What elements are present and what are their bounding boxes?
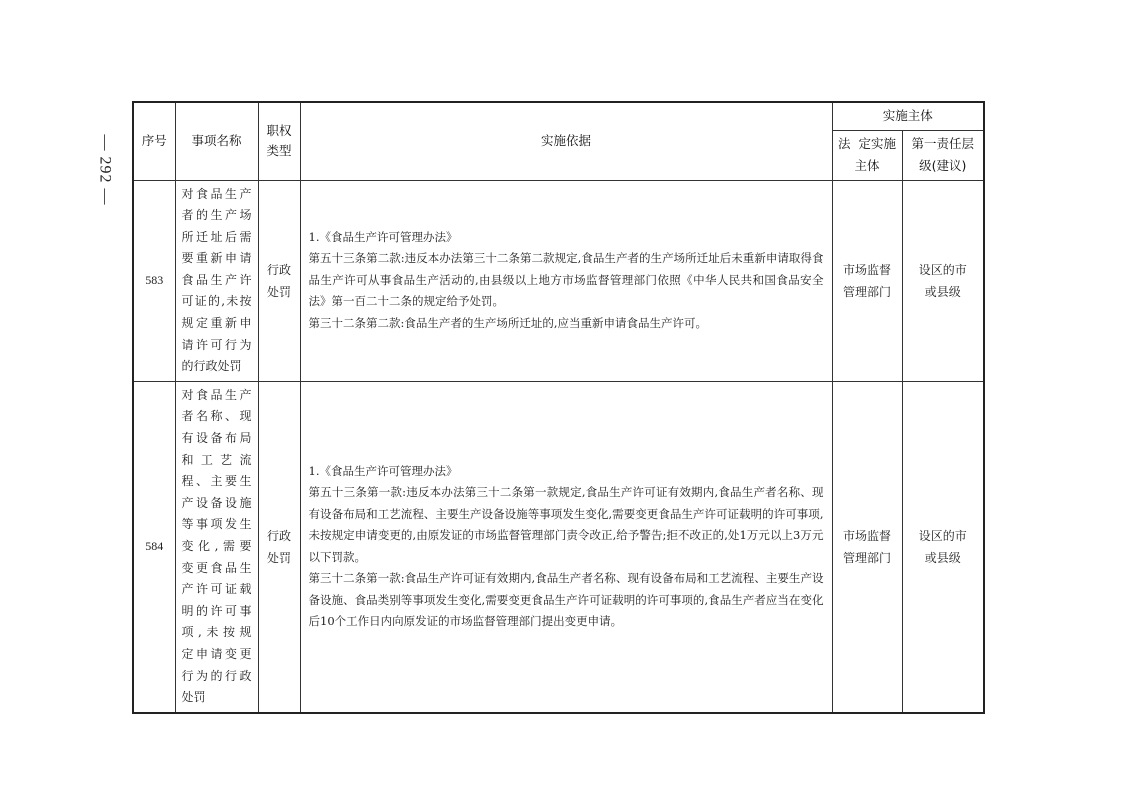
item-name-line: 所迁址后需	[181, 229, 252, 244]
header-basis: 实施依据	[300, 102, 832, 180]
first-level-text: 设区的市或县级	[918, 528, 967, 565]
row-basis	[300, 180, 832, 381]
basis-line: 第五十三条第二款:违反本办法第三十二条第二款规定,食品生产者的生产场所迁址后未重新申请取得食品生产许可从事食品生产活动的,由县级以上地方市场监督管理部门依照《中华人民共和国食品安全法》第一百二十二条的规定给予处罚。	[308, 251, 824, 309]
row-item-name	[175, 180, 258, 381]
row-item-name	[175, 381, 258, 712]
basis-line: 第五十三条第一款:违反本办法第三十二条第一款规定,食品生产许可证有效期内,食品生产者名称、现有设备布局和工艺流程、主要生产设备设施等事项发生变化,需要变更食品生产许可证载明的许可事项,未按规定申请变更的,由原发证的市场监督管理部门责令改正,给予警告;拒不改正的,处1万元以上3万元以下罚款。	[308, 485, 824, 564]
item-name-line: 程、主要生	[181, 474, 252, 489]
row-legal-subject	[832, 180, 902, 381]
item-name-line: 等事项发生	[181, 517, 252, 532]
row-first-level	[902, 381, 984, 712]
item-name-line: 明的许可事	[181, 603, 252, 618]
item-name-line: 产许可证载	[181, 582, 252, 597]
row-first-level	[902, 180, 984, 381]
item-name-line: 变更食品生	[181, 560, 252, 575]
item-name-line: 可证的,未按	[181, 294, 252, 309]
page-number-text: — 292 —	[96, 134, 113, 206]
basis-line: 1.《食品生产许可管理办法》	[308, 463, 458, 478]
item-name-line: 定申请变更	[181, 646, 252, 661]
item-name-line: 对食品生产	[181, 387, 252, 402]
header-power-type-text: 职权类型	[266, 123, 292, 159]
header-subject-group: 实施主体	[832, 102, 984, 130]
item-name-line: 和工艺流	[181, 452, 252, 467]
header-seq: 序号	[133, 102, 175, 180]
item-name-line: 请许可行为	[181, 337, 252, 352]
header-legal-subject	[832, 130, 902, 180]
power-type-text: 行政处罚	[266, 262, 291, 299]
page-number	[84, 110, 124, 230]
item-name-line: 要重新申请	[181, 251, 252, 266]
legal-subject-text: 市场监督管理部门	[842, 528, 891, 565]
item-name-line: 有设备布局	[181, 431, 252, 446]
row-seq: 584	[133, 381, 175, 712]
enforcement-items-table	[132, 101, 985, 714]
item-name-line: 食品生产许	[181, 272, 252, 287]
row-power-type	[258, 381, 300, 712]
row-basis	[300, 381, 832, 712]
basis-line: 第三十二条第二款:食品生产者的生产场所迁址的,应当重新申请食品生产许可。	[308, 315, 708, 330]
header-legal-subject-text: 法 定实施主体	[838, 136, 896, 173]
header-first-level	[902, 130, 984, 180]
item-name-line: 行为的行政	[181, 668, 252, 683]
item-name-line: 的行政处罚	[181, 359, 242, 374]
basis-line: 第三十二条第一款:食品生产许可证有效期内,食品生产者名称、现有设备布局和工艺流程、主要生产设备设施、食品类别等事项发生变化,需要变更食品生产许可证载明的许可事项的,食品生产者应当在变化后10个工作日内向原发证的市场监督管理部门提出变更申请。	[308, 571, 824, 629]
table-row	[133, 180, 984, 381]
item-name-line: 产设备设施	[181, 495, 252, 510]
first-level-text: 设区的市或县级	[918, 262, 967, 299]
power-type-text: 行政处罚	[266, 528, 291, 565]
header-row	[133, 102, 984, 130]
row-seq: 583	[133, 180, 175, 381]
item-name-line: 处罚	[181, 690, 206, 705]
legal-subject-text: 市场监督管理部门	[842, 262, 891, 299]
basis-line: 1.《食品生产许可管理办法》	[308, 229, 458, 244]
item-name-line: 项,未按规	[181, 625, 252, 640]
row-power-type	[258, 180, 300, 381]
header-item-name: 事项名称	[175, 102, 258, 180]
item-name-line: 变化,需要	[181, 539, 252, 553]
header-power-type	[258, 102, 300, 180]
row-legal-subject	[832, 381, 902, 712]
item-name-line: 规定重新申	[181, 316, 252, 331]
item-name-line: 者的生产场	[181, 208, 252, 223]
header-first-level-text: 第一责任层级(建议)	[911, 136, 974, 173]
table-row	[133, 381, 984, 712]
item-name-line: 者名称、现	[181, 409, 252, 424]
item-name-line: 对食品生产	[181, 186, 252, 201]
